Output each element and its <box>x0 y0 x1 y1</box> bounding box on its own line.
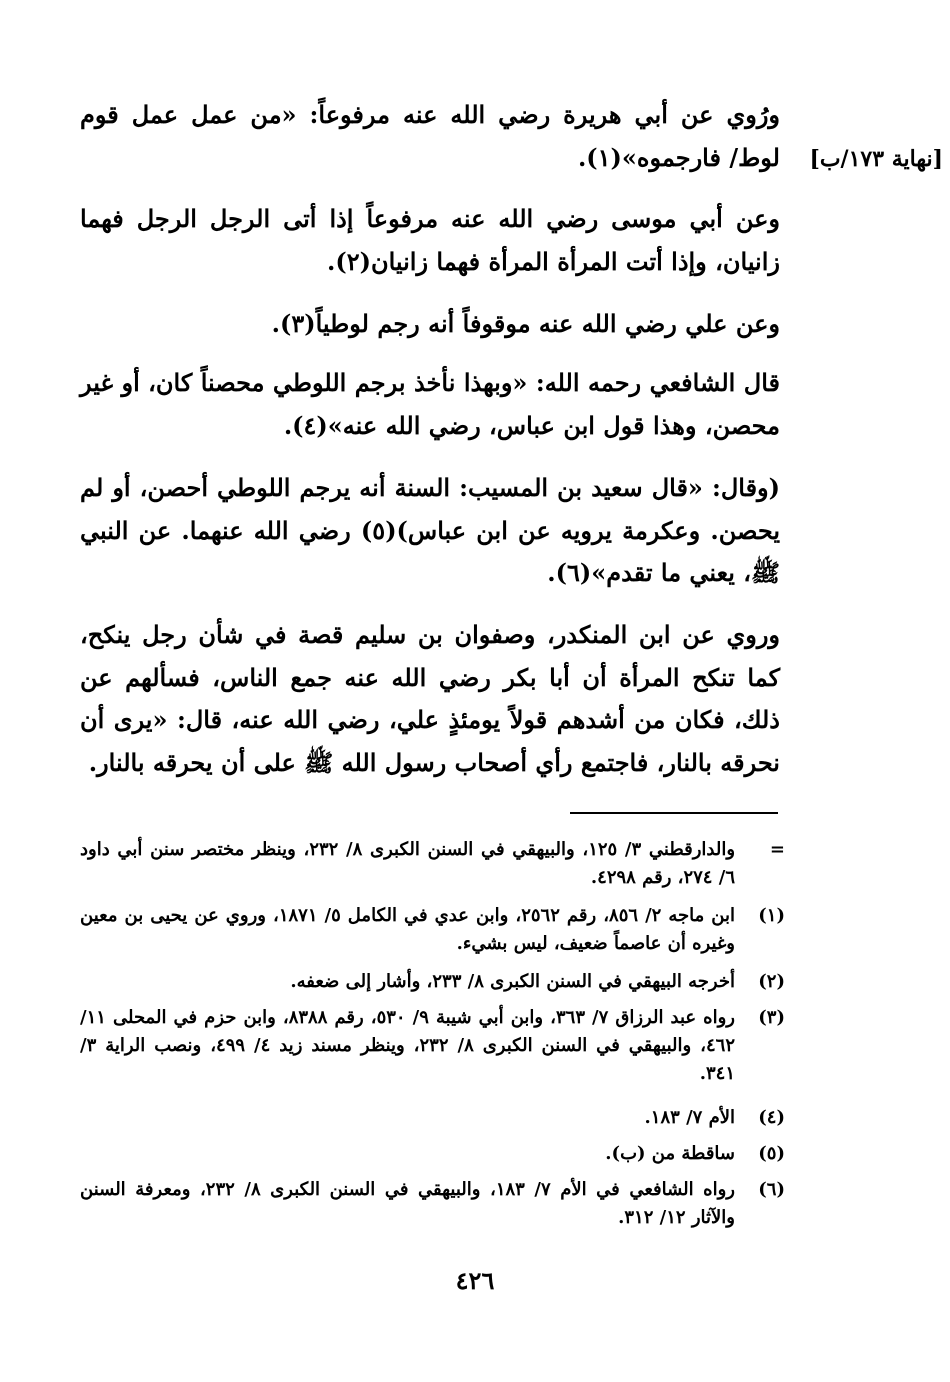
footnote-text: ابن ماجه ٢/ ٨٥٦، رقم ٢٥٦٢، وابن عدي في الكامل ٥/ ١٨٧١، وروي عن يحيى بن معين وغيره أن عاصماً ضعيف، ليس بشيء. <box>80 905 736 954</box>
footnote-label: (٦) <box>758 1179 785 1200</box>
footnote-text: أخرجه البيهقي في السنن الكبرى ٨/ ٢٣٣، وأشار إلى ضعفه. <box>290 971 735 992</box>
footnote-5 <box>80 1140 785 1168</box>
footnote-1 <box>80 902 785 958</box>
footnote-text: رواه عبد الرزاق ٧/ ٣٦٣، وابن أبي شيبة ٩/ ٥٣٠، رقم ٨٣٨٨، وابن حزم في المحلى ١١/ ٤٦٢، والبيهقي في السنن الكبرى ٨/ ٢٣٢، وينظر مسند زيد ٤/ ٤٩٩، ونصب الراية ٣/ ٣٤١. <box>80 1007 736 1084</box>
paragraph-text: ورُوي عن أبي هريرة رضي الله عنه مرفوعاً: «من عمل عمل قوم لوط/ فارجموه»(١). <box>80 100 780 172</box>
paragraph-text: وعن علي رضي الله عنه موقوفاً أنه رجم لوطياً(٣). <box>271 309 780 338</box>
footnote-text: رواه الشافعي في الأم ٧/ ١٨٣، والبيهقي في السنن الكبرى ٨/ ٢٣٢، ومعرفة السنن والآثار ١٢/ ٣١٢. <box>80 1179 735 1228</box>
page-number: ٤٢٦ <box>455 1266 495 1295</box>
footnote-separator <box>570 812 778 814</box>
paragraph-text: قال الشافعي رحمه الله: «وبهذا نأخذ برجم اللوطي محصناً كان، أو غير محصن، وهذا قول ابن عباس، رضي الله عنه»(٤). <box>80 368 780 440</box>
footnote-label: (٢) <box>758 971 785 992</box>
footnote-3 <box>80 1004 785 1088</box>
paragraph-4 <box>80 362 780 447</box>
footnote-2 <box>80 968 785 996</box>
paragraph-text: (وقال: «قال سعيد بن المسيب: السنة أنه يرجم اللوطي أحصن، أو لم يحصن. وعكرمة يرويه عن ابن عباس)(٥) رضي الله عنهما. عن النبي ﷺ، يعني ما تقدم»(٦). <box>80 473 781 588</box>
paragraph-5 <box>80 467 780 595</box>
footnote-label: (٥) <box>758 1143 785 1164</box>
footnote-continuation <box>80 836 785 892</box>
paragraph-text: وعن أبي موسى رضي الله عنه مرفوعاً إذا أتى الرجل الرجل فهما زانيان، وإذا أتت المرأة المرأة فهما زانيان(٢). <box>80 204 780 276</box>
footnote-4 <box>80 1104 785 1132</box>
paragraph-3 <box>80 303 780 346</box>
footnote-text: ساقطة من (ب). <box>605 1143 735 1164</box>
footnote-label: (١) <box>758 905 785 926</box>
paragraph-text: وروي عن ابن المنكدر، وصفوان بن سليم قصة في شأن رجل ينكح، كما تنكح المرأة أن أبا بكر رضي الله عنه جمع الناس، فسألهم عن ذلك، فكان من أشدهم قولاً يومئذٍ علي، رضي الله عنه، قال: «يرى أن نحرقه بالنار، فاجتمع رأي أصحاب رسول الله ﷺ على أن يحرقه بالنار. <box>80 620 780 778</box>
paragraph-2 <box>80 198 780 283</box>
margin-note: [نهاية ١٧٣/ب] <box>809 146 943 172</box>
footnote-6 <box>80 1176 785 1232</box>
footnote-text: الأم ٧/ ١٨٣. <box>644 1107 735 1128</box>
footnote-text: والدارقطني ٣/ ١٢٥، والبيهقي في السنن الكبرى ٨/ ٢٣٢، وينظر مختصر سنن أبي داود ٦/ ٢٧٤، رقم ٤٢٩٨. <box>80 839 736 888</box>
paragraph-1 <box>80 94 780 179</box>
footnote-label: (٣) <box>758 1007 785 1028</box>
paragraph-6 <box>80 614 780 785</box>
footnote-label: = <box>769 839 785 860</box>
footnote-label: (٤) <box>758 1107 785 1128</box>
